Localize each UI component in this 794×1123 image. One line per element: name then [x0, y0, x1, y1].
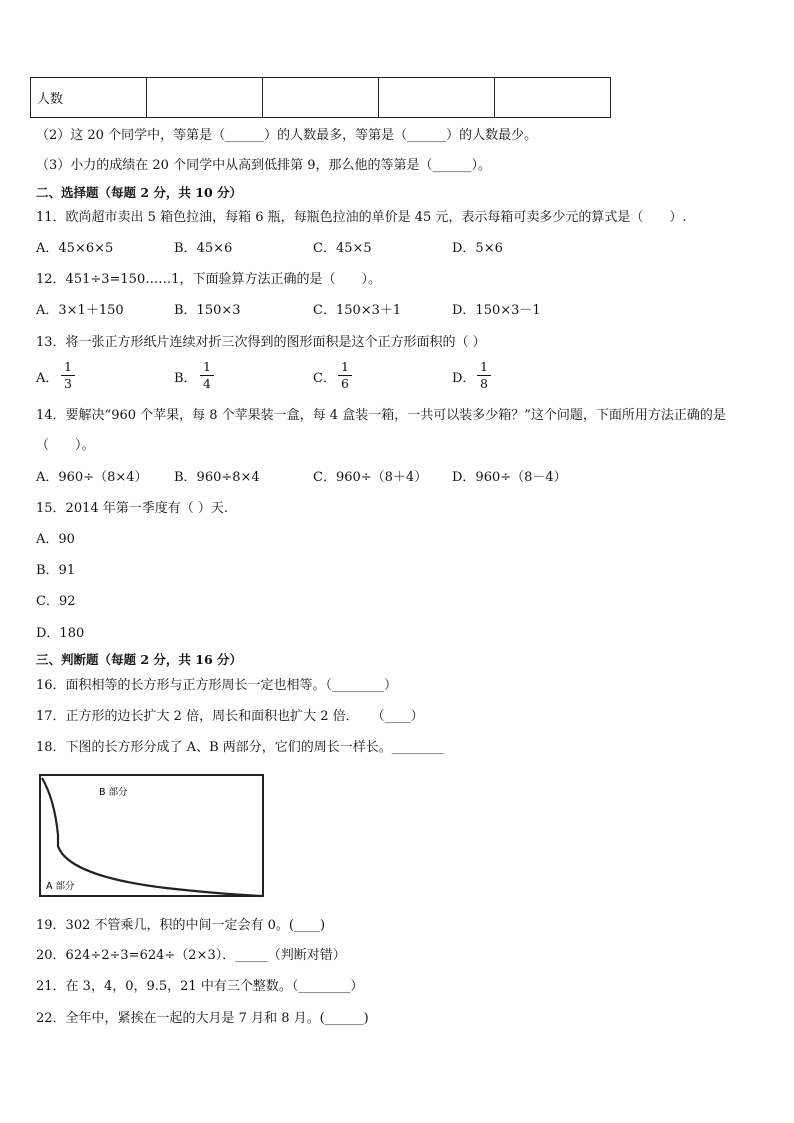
question-13: 13．将一张正方形纸片连续对折三次得到的图形面积是这个正方形面积的（ ） — [36, 335, 486, 350]
question-14-blank: （ ）。 — [36, 438, 95, 453]
question-21: 21．在 3，4，0，9.5，21 中有三个整数。（________） — [36, 979, 364, 994]
question-22: 22．全年中，紧挨在一起的大月是 7 月和 8 月。(______) — [36, 1011, 369, 1026]
option-b-letter: B． — [174, 371, 197, 386]
rectangle-outline — [40, 775, 263, 896]
question-15: 15．2014 年第一季度有（ ）天. — [36, 501, 229, 516]
option-a: A．45×6×5 — [36, 241, 114, 256]
option-d: D．5×6 — [452, 241, 503, 256]
denominator: 8 — [480, 376, 488, 391]
option-a: A．3×1＋150 — [36, 303, 124, 318]
question-18: 18．下图的长方形分成了 A、B 两部分，它们的周长一样长。________ — [36, 740, 444, 755]
option-a-fraction — [61, 360, 75, 391]
question-16: 16．面积相等的长方形与正方形周长一定也相等。（________） — [36, 678, 398, 693]
denominator: 4 — [203, 376, 211, 391]
question-12: 12．451÷3=150……1，下面验算方法正确的是（ ）。 — [36, 272, 381, 287]
row-label: 人数 — [31, 78, 147, 118]
option-b: B．150×3 — [174, 303, 241, 318]
section-judge-heading: 三、判断题（每题 2 分，共 16 分） — [36, 652, 243, 667]
numerator: 1 — [338, 360, 352, 376]
score-table — [30, 77, 611, 118]
table-row — [31, 78, 611, 118]
question-19: 19．302 不管乘几，积的中间一定会有 0。(____) — [36, 918, 326, 933]
option-d-fraction — [477, 360, 491, 391]
question-17: 17．正方形的边长扩大 2 倍，周长和面积也扩大 2 倍． （____） — [36, 709, 424, 724]
question-11: 11．欧尚超市卖出 5 箱色拉油，每箱 6 瓶，每瓶色拉油的单价是 45 元，表示每箱可卖多少元的算式是（ ）. — [36, 210, 687, 225]
rectangle-figure — [36, 770, 268, 900]
question-2: （2）这 20 个同学中，等第是（______）的人数最多，等第是（______）的人数最少。 — [36, 128, 538, 143]
numerator: 1 — [477, 360, 491, 376]
option-b-fraction — [200, 360, 214, 391]
question-3: （3）小力的成绩在 20 个同学中从高到低排第 9，那么他的等第是（______）。 — [36, 158, 491, 173]
denominator: 3 — [64, 376, 72, 391]
denominator: 6 — [341, 376, 349, 391]
option-c: C．92 — [36, 594, 76, 609]
dividing-curve — [42, 778, 262, 896]
question-20: 20．624÷2÷3=624÷（2×3）．_____（判断对错） — [36, 948, 346, 963]
answer-cell[interactable] — [495, 78, 611, 118]
option-b: B．91 — [36, 563, 76, 578]
option-a: A．90 — [36, 532, 75, 547]
option-c-letter: C． — [313, 371, 336, 386]
option-a-letter: A． — [36, 371, 59, 386]
option-b: B．960÷8×4 — [174, 470, 260, 485]
option-d: D．180 — [36, 626, 85, 641]
question-14: 14．要解决“960 个苹果，每 8 个苹果装一盒，每 4 盒装一箱，一共可以装多少箱？”这个问题，下面所用方法正确的是 — [36, 408, 726, 423]
numerator: 1 — [61, 360, 75, 376]
option-d: D．150×3－1 — [452, 303, 541, 318]
label-a: A 部分 — [46, 881, 75, 892]
answer-cell[interactable] — [147, 78, 263, 118]
option-a: A．960÷（8×4） — [36, 470, 148, 485]
numerator: 1 — [200, 360, 214, 376]
option-d: D．960÷（8－4） — [452, 470, 567, 485]
option-c: C．150×3＋1 — [313, 303, 402, 318]
label-b: B 部分 — [99, 787, 128, 798]
answer-cell[interactable] — [379, 78, 495, 118]
option-b: B．45×6 — [174, 241, 233, 256]
section-choice-heading: 二、选择题（每题 2 分，共 10 分） — [36, 185, 243, 200]
option-c-fraction — [338, 360, 352, 391]
option-c: C．45×5 — [313, 241, 372, 256]
option-d-letter: D． — [452, 371, 476, 386]
option-c: C．960÷（8＋4） — [313, 470, 428, 485]
answer-cell[interactable] — [263, 78, 379, 118]
